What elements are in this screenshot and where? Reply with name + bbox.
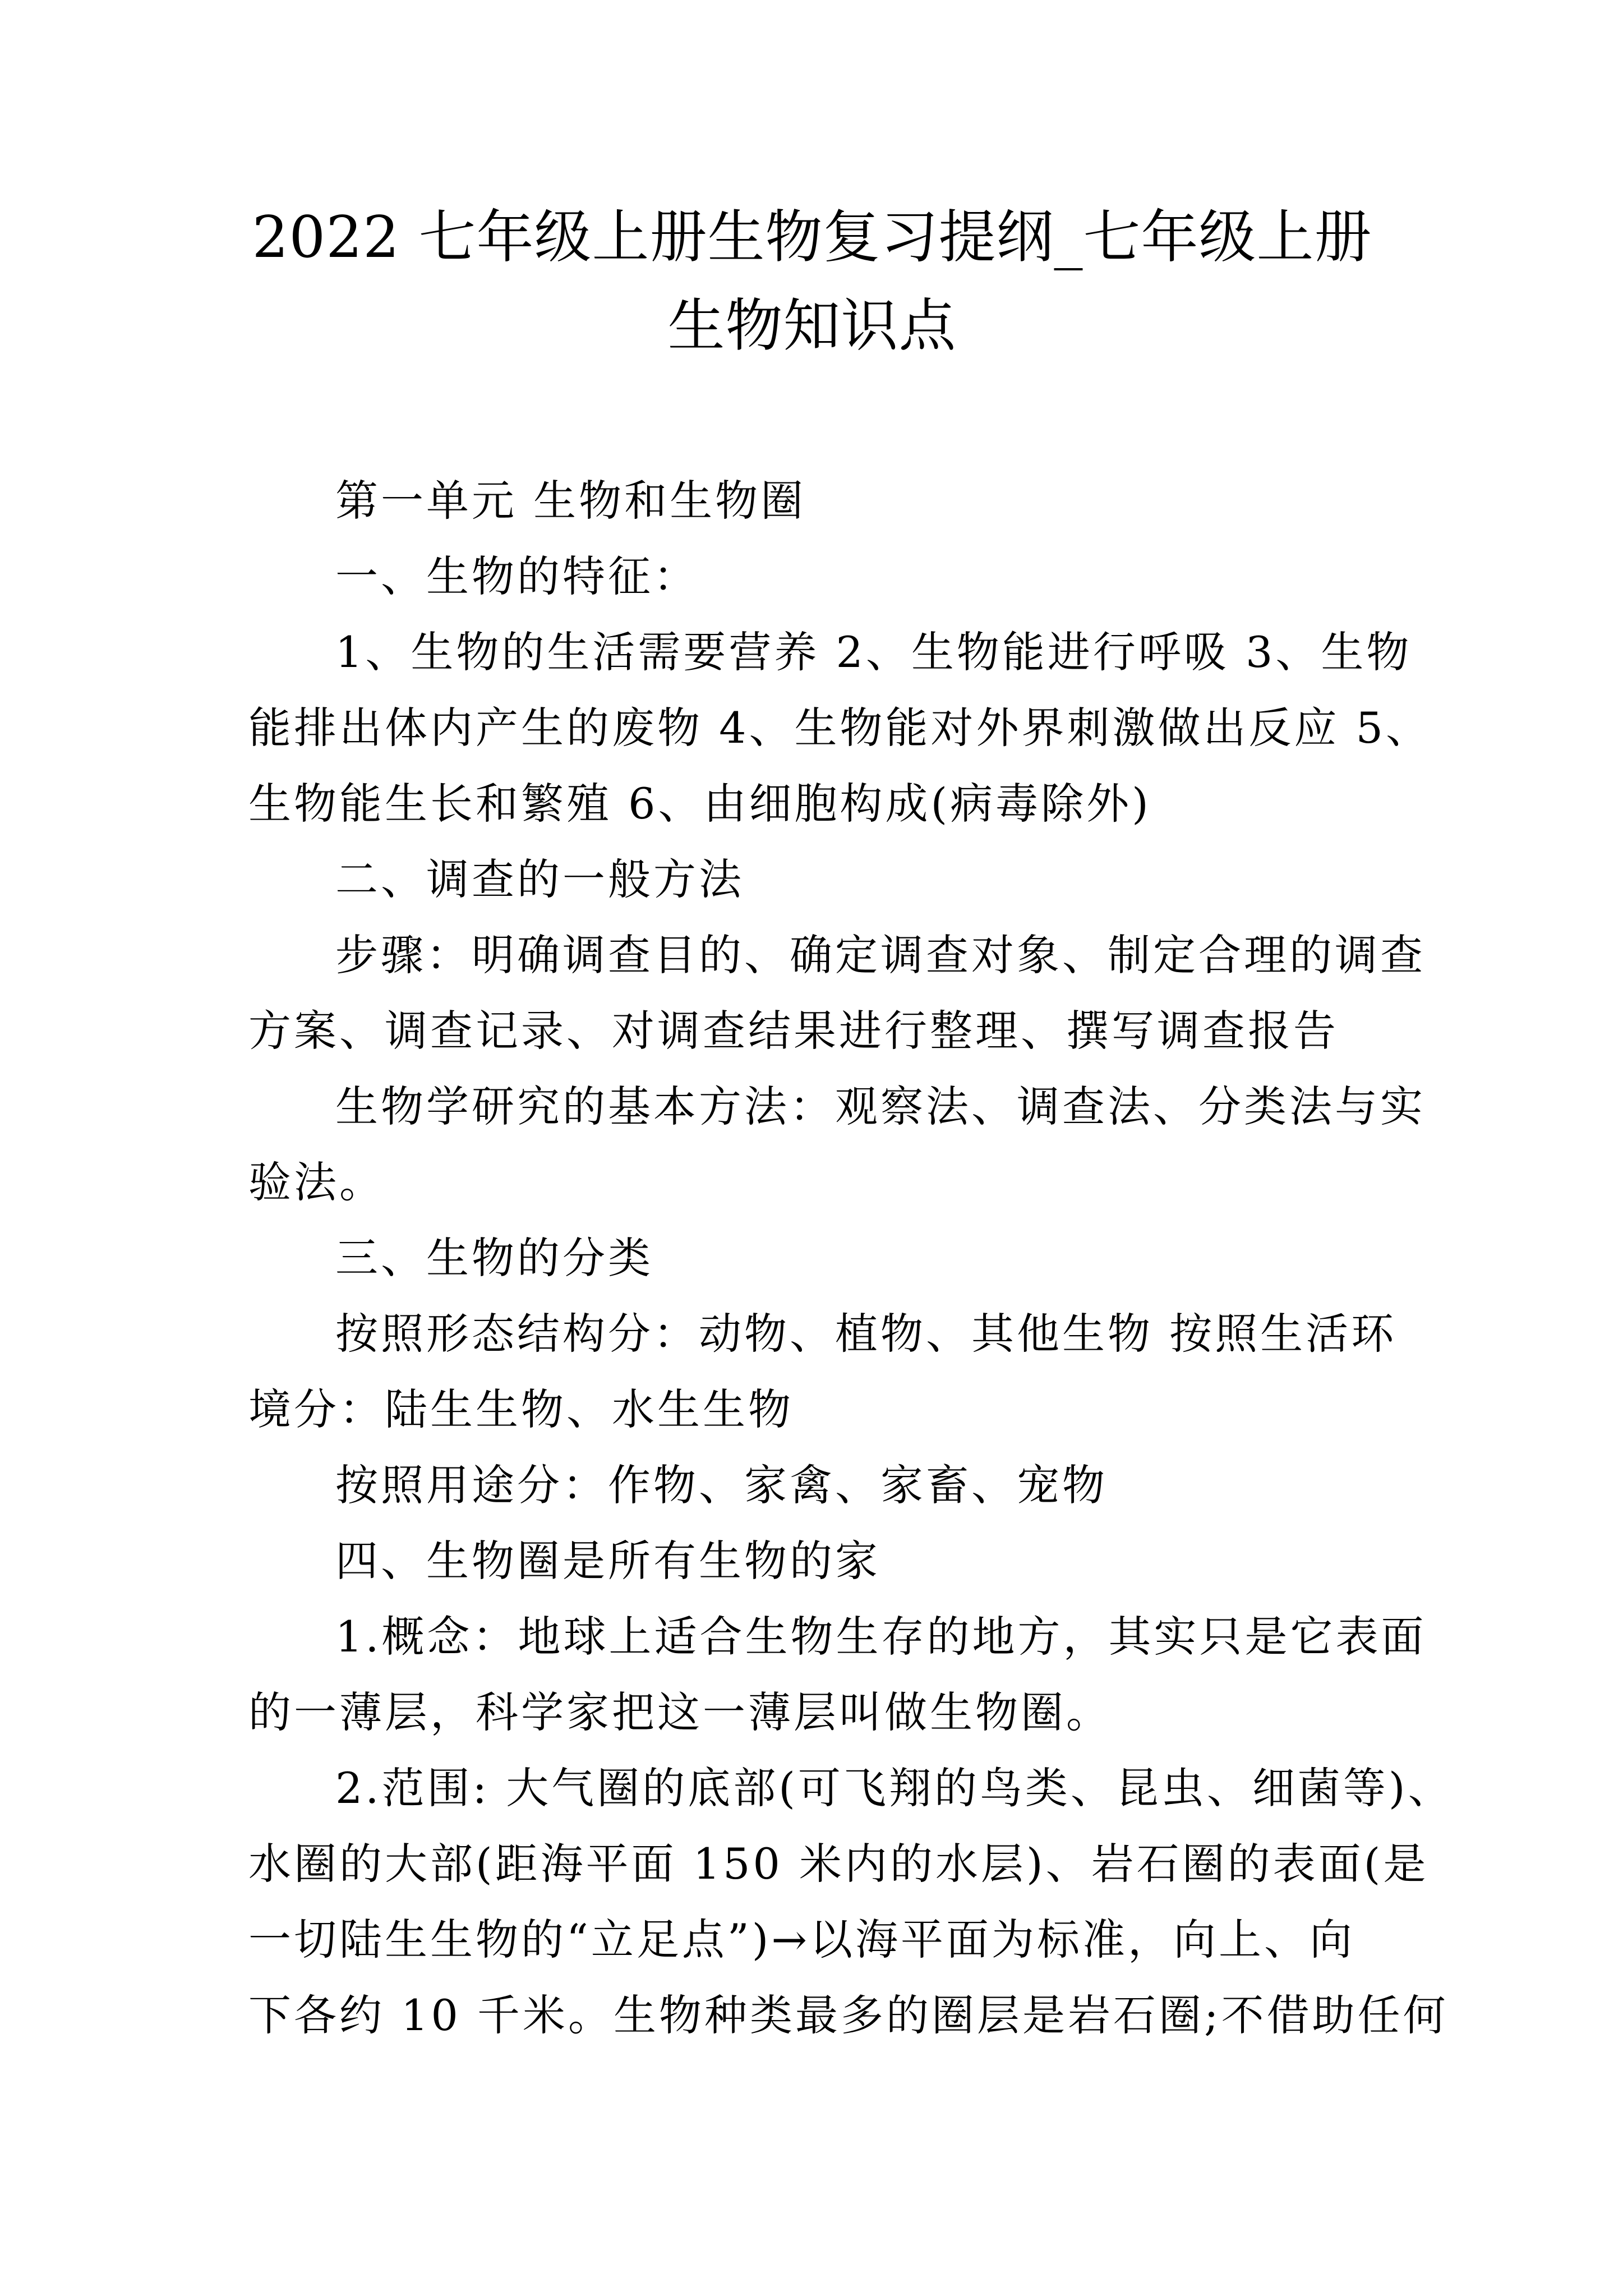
paragraph-line: 验法。	[248, 1157, 385, 1207]
unit-heading: 第一单元 生物和生物圈	[335, 476, 806, 526]
paragraph-line: 生物学研究的基本方法：观察法、调查法、分类法与实	[335, 1082, 1426, 1131]
title-line-1: 2022 七年级上册生物复习提纲_七年级上册	[252, 204, 1372, 271]
title-line-2: 生物知识点	[667, 293, 957, 360]
paragraph-line: 下各约 10 千米。生物种类最多的圈层是岩石圈;不借助任何	[248, 1990, 1449, 2040]
paragraph-line: 一切陆生生物的“立足点”)→以海平面为标准，向上、向	[248, 1915, 1355, 1964]
paragraph-line: 按照用途分：作物、家禽、家畜、宠物	[335, 1460, 1108, 1510]
section-heading-1: 一、生物的特征：	[335, 551, 699, 601]
section-heading-3: 三、生物的分类	[335, 1233, 653, 1283]
paragraph-line: 境分：陆生生物、水生生物	[248, 1384, 794, 1434]
paragraph-line: 步骤：明确调查目的、确定调查对象、制定合理的调查	[335, 930, 1426, 980]
paragraph-line: 的一薄层，科学家把这一薄层叫做生物圈。	[248, 1687, 1112, 1737]
paragraph-line: 1.概念：地球上适合生物生存的地方，其实只是它表面	[335, 1612, 1427, 1662]
paragraph-line: 能排出体内产生的废物 4、生物能对外界刺激做出反应 5、	[248, 703, 1432, 753]
paragraph-line: 方案、调查记录、对调查结果进行整理、撰写调查报告	[248, 1006, 1339, 1056]
paragraph-line: 1、生物的生活需要营养 2、生物能进行呼吸 3、生物	[335, 627, 1412, 677]
paragraph-line: 2.范围: 大气圈的底部(可飞翔的鸟类、昆虫、细菌等)、	[335, 1763, 1454, 1813]
section-heading-4: 四、生物圈是所有生物的家	[335, 1536, 880, 1586]
paragraph-line: 生物能生长和繁殖 6、由细胞构成(病毒除外)	[248, 779, 1151, 829]
document-title	[248, 194, 1376, 371]
paragraph-line: 按照形态结构分：动物、植物、其他生物 按照生活环	[335, 1309, 1397, 1359]
section-heading-2: 二、调查的一般方法	[335, 854, 744, 904]
paragraph-line: 水圈的大部(距海平面 150 米内的水层)、岩石圈的表面(是	[248, 1839, 1429, 1889]
